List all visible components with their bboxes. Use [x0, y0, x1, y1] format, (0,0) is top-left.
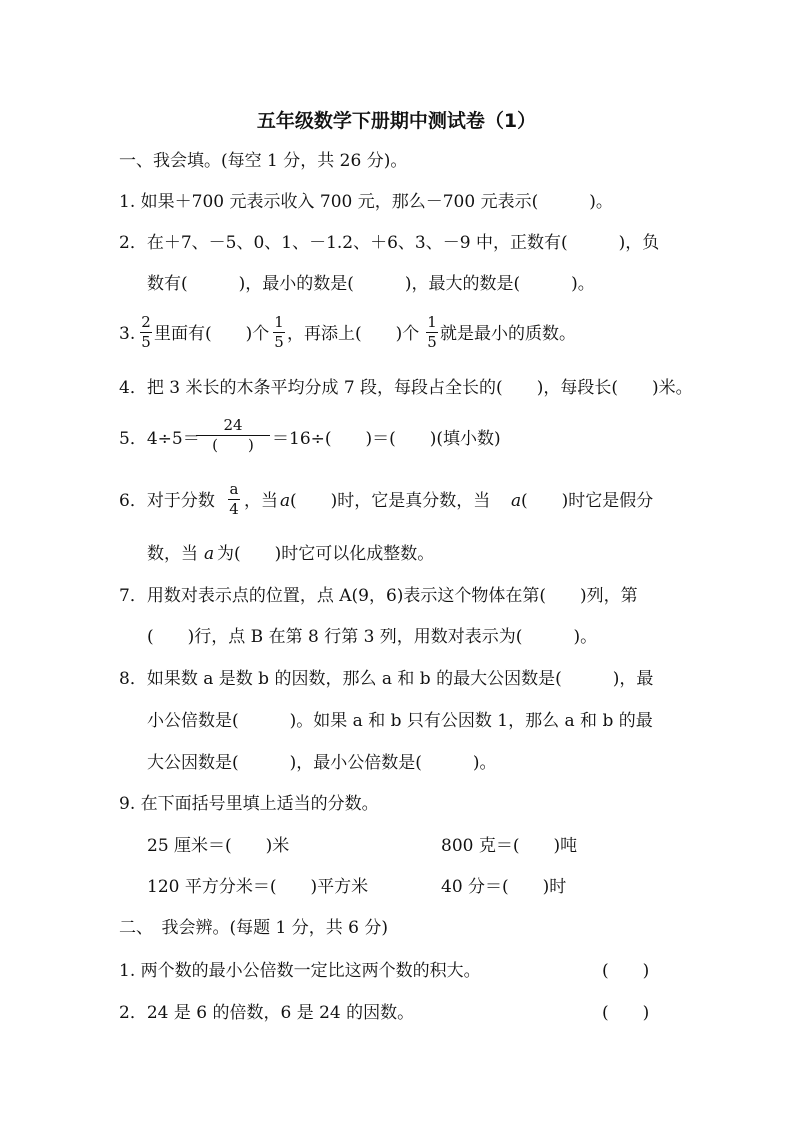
fraction-numerator: 2 — [141, 313, 151, 331]
question-4-text: 4．把 3 米长的木条平均分成 7 段，每段占全长的( )，每段长( )米。 — [119, 378, 693, 398]
question-2-text-b: 数有( )，最小的数是( )，最大的数是( )。 — [147, 274, 595, 294]
question-5-fraction — [196, 417, 270, 454]
fraction-numerator: 1 — [274, 313, 284, 331]
question-6-line2-text-a: 数，当 — [147, 544, 198, 564]
section-1-heading: 一、我会填。(每空 1 分，共 26 分)。 — [119, 151, 408, 171]
fraction-denominator: 5 — [274, 333, 284, 351]
question-6-text-mid2: ( )时，它是真分数，当 — [290, 491, 491, 511]
question-7-text-b: ( )行，点 B 在第 8 行第 3 列，用数对表示为( )。 — [147, 627, 598, 647]
question-3-fraction-1 — [140, 314, 152, 351]
judge-question-1-text: 1. 两个数的最小公倍数一定比这两个数的积大。 — [119, 961, 481, 981]
judge-answer-blank: ( ) — [602, 961, 650, 981]
fraction-denominator: ( ) — [212, 436, 254, 454]
judge-answer-blank: ( ) — [602, 1003, 650, 1023]
fraction-numerator: 24 — [223, 416, 243, 434]
question-6-text-left: 6．对于分数 — [119, 491, 215, 511]
question-2-text-a: 2．在＋7、－5、0、1、－1.2、＋6、3、－9 中，正数有( )，负 — [119, 233, 660, 253]
question-5-text-right: ＝16÷( )＝( )(填小数) — [272, 429, 501, 449]
question-9-item: 120 平方分米＝( )平方米 — [147, 877, 369, 897]
question-9-item: 40 分＝( )时 — [441, 877, 567, 897]
question-8-text-a: 8．如果数 a 是数 b 的因数，那么 a 和 b 的最大公因数是( )，最 — [119, 669, 654, 689]
question-6-fraction — [228, 481, 240, 518]
section-2-heading: 二、 我会辨。(每题 1 分，共 6 分) — [119, 918, 389, 938]
question-3-number: 3. — [119, 324, 136, 344]
question-3-text-1: 里面有( )个 — [154, 324, 270, 344]
question-8-text-c: 大公因数是( )，最小公倍数是( )。 — [147, 753, 497, 773]
fraction-numerator: a — [229, 480, 239, 498]
question-3-fraction-2 — [273, 314, 285, 351]
question-6-line2-text-b: 为( )时它可以化成整数。 — [217, 544, 435, 564]
judge-question-2-text: 2．24 是 6 的倍数，6 是 24 的因数。 — [119, 1003, 415, 1023]
question-9-item: 800 克＝( )吨 — [441, 836, 578, 856]
question-6-variable-a-2: a — [511, 491, 522, 511]
question-9-text: 9. 在下面括号里填上适当的分数。 — [119, 794, 379, 814]
question-6-variable-a-1: a — [280, 491, 291, 511]
question-9-item: 25 厘米＝( )米 — [147, 836, 290, 856]
fraction-denominator: 5 — [427, 333, 437, 351]
question-6-text-right: ( )时它是假分 — [521, 491, 654, 511]
fraction-numerator: 1 — [427, 313, 437, 331]
page-title: 五年级数学下册期中测试卷（1） — [256, 110, 537, 132]
question-3-fraction-3 — [426, 314, 438, 351]
fraction-denominator: 4 — [229, 500, 239, 518]
question-6-line2-variable-a: a — [204, 544, 215, 564]
question-3-text-2: ，再添上( )个 — [287, 324, 420, 344]
question-6-text-mid1: ，当 — [244, 491, 278, 511]
question-7-text-a: 7．用数对表示点的位置，点 A(9，6)表示这个物体在第( )列，第 — [119, 586, 638, 606]
fraction-denominator: 5 — [141, 333, 151, 351]
question-1-text: 1. 如果＋700 元表示收入 700 元，那么－700 元表示( )。 — [119, 192, 613, 212]
question-5-text-left: 5．4÷5＝ — [119, 429, 200, 449]
question-8-text-b: 小公倍数是( )。如果 a 和 b 只有公因数 1，那么 a 和 b 的最 — [147, 711, 653, 731]
question-3-text-3: 就是最小的质数。 — [440, 324, 576, 344]
